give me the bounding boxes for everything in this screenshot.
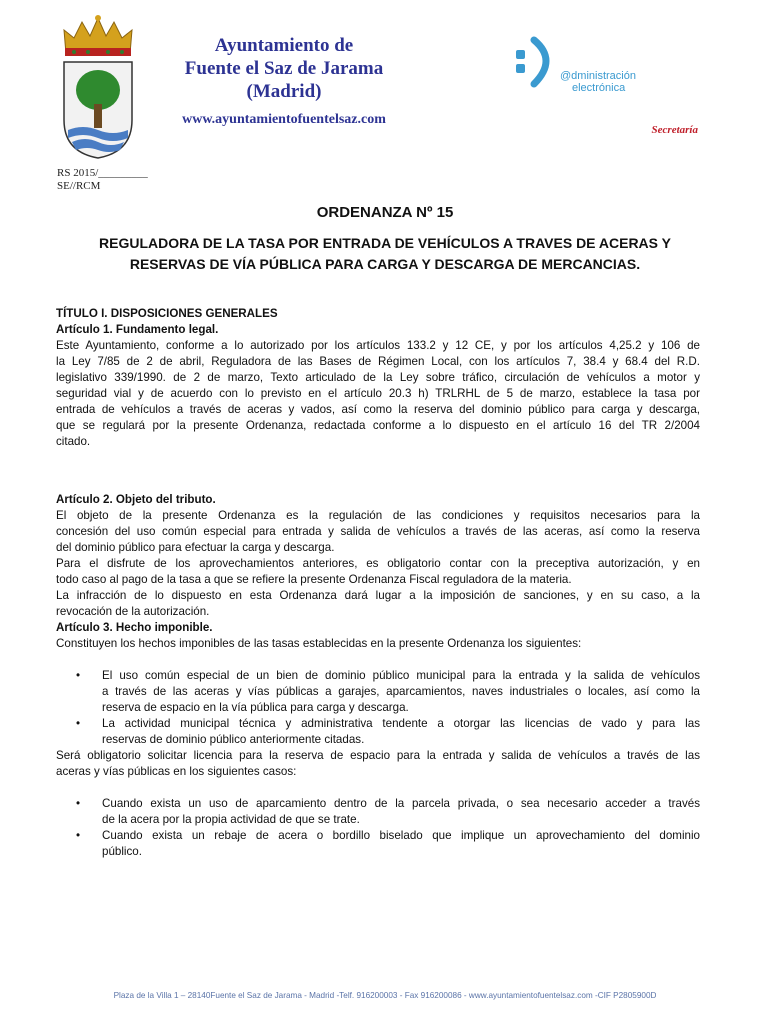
town-name: Ayuntamiento de Fuente el Saz de Jarama (Madrid) — [184, 35, 384, 102]
article-1-text: Este Ayuntamiento, conforme a lo autorizado por los artículos 133.2 y 12 CE, y por los artículos 4,25.2 y 106 de la Ley 7/85 de 2 de abril, Reguladora de las Bases de Régimen Local, con los artículos 7, 38.4 y 68.4 del R.D. legislativo 339/1990. de 2 de marzo, Texto articulado de la Ley sobre tráfico, circulación de vehículos a motor y seguridad vial y de acuerdo con lo previsto en el artículo 20.3 h) TRLRHL de 5 de marzo, establece la tasa por entrada de vehículos a través de aceras y vados, así como la reserva del dominio público para carga y descarga, que se regulará por la presente Ordenanza, redactada conforme a lo dispuesto en el artículo 16 del TR 2/2004 citado. — [56, 339, 700, 448]
bullet-icon: • — [76, 829, 81, 842]
ordinance-title: REGULADORA DE LA TASA POR ENTRADA DE VEHÍCULOS A TRAVES DE ACERAS Y RESERVAS DE VÍA PÚBLICA PARA CARGA Y DESCARGA DE MERCANCIAS. — [99, 235, 671, 272]
article-3-paragraph: Será obligatorio solicitar licencia para la reserva de espacio para la entrada y salida de vehículos a través de las aceras y vías públicas en los siguientes casos: — [56, 749, 700, 778]
bullet-icon: • — [76, 669, 81, 682]
section-title: TÍTULO I. DISPOSICIONES GENERALES — [56, 307, 278, 320]
article-2-heading: Artículo 2. Objeto del tributo. — [56, 493, 216, 506]
article-2-paragraph: La infracción de lo dispuesto en esta Ordenanza dará lugar a la imposición de sanciones, y en su caso, a la revocación de la autorización. — [56, 589, 700, 618]
article-2-paragraph: El objeto de la presente Ordenanza es la regulación de las condiciones y requisitos necesarios para la concesión del uso común especial para entrada y salida de vehículos a través de las aceras, así como la reserva del dominio público para efectuar la carga y descarga. — [56, 509, 700, 554]
page-footer: Plaza de la Villa 1 – 28140Fuente el Saz de Jarama - Madrid -Telf. 916200003 - Fax 916200086 - www.ayuntamientofuentelsaz.com -CIF P2805900D — [113, 991, 657, 1000]
list-item: • Cuando exista un rebaje de acera o bordillo biselado que implique un aprovechamiento del dominio público. — [76, 829, 700, 858]
bullet-icon: • — [76, 717, 81, 730]
list-item: • La actividad municipal técnica y administrativa tendente a otorgar las licencias de vado y para las reservas de dominio público anteriormente citadas. — [76, 717, 700, 746]
website-link[interactable]: www.ayuntamientofuentelsaz.com — [182, 112, 386, 127]
reference-code: RS 2015/_________ SE//RCM — [57, 167, 148, 192]
article-3-intro: Constituyen los hechos imponibles de las tasas establecidas en la presente Ordenanza los siguientes: — [56, 637, 582, 650]
ordinance-number: ORDENANZA Nº 15 — [316, 204, 454, 221]
article-3-heading: Artículo 3. Hecho imponible. — [56, 621, 213, 634]
coat-of-arms-logo — [58, 12, 138, 160]
article-2-paragraph: Para el disfrute de los aprovechamientos anteriores, es obligatorio contar con la preceptiva autorización, y en todo caso al pago de la tasa a que se refiere la presente Ordenanza Fiscal reguladora de la materia. — [56, 557, 700, 586]
article-1-heading: Artículo 1. Fundamento legal. — [56, 323, 219, 336]
eadmin-label: @dministración electrónica — [560, 70, 636, 94]
document-body — [56, 306, 700, 860]
department-label: Secretaría — [651, 124, 698, 136]
bullet-icon: • — [76, 797, 81, 810]
list-item: • El uso común especial de un bien de dominio público municipal para la entrada y la salida de vehículos a través de las aceras y vías públicas a garajes, aparcamientos, naves industriales o locales, así como la reserva de espacio en la vía pública para carga y descarga. — [76, 669, 700, 714]
list-item: • Cuando exista un uso de aparcamiento dentro de la parcela privada, o sea necesario acceder a través de la acera por la propia actividad de que se trate. — [76, 797, 700, 826]
